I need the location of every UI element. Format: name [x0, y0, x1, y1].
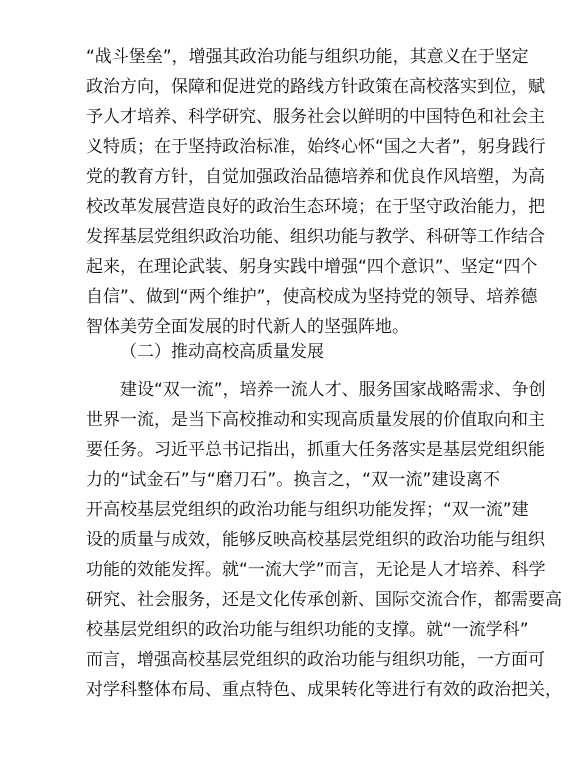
paragraph-line: 校基层党组织的政治功能与组织功能的支撑。就“一流学科”: [86, 620, 529, 640]
paragraph-line: 而言，增强高校基层党组织的政治功能与组织功能，一方面可: [86, 650, 545, 670]
paragraph-2: [86, 375, 562, 705]
paragraph-line: 研究、社会服务，还是文化传承创新、国际交流合作，都需要高: [86, 590, 562, 610]
paragraph-line: 智体美劳全面发展的时代新人的坚强阵地。: [86, 317, 409, 337]
paragraph-line: 开高校基层党组织的政治功能与组织功能发挥；“双一流”建: [86, 500, 529, 520]
paragraph-line: 建设“双一流”，培养一流人才、服务国家战略需求、争创: [120, 380, 546, 400]
paragraph-line: 党的教育方针，自觉加强政治品德培养和优良作风培塑，为高: [86, 167, 545, 187]
section-heading: （二）推动高校高质量发展: [120, 342, 324, 362]
paragraph-line: 义特质；在于坚持政治标准，始终心怀“国之大者”，躬身践行: [86, 137, 546, 157]
paragraph-line: 自信”、做到“两个维护”，使高校成为坚持党的领导、培养德: [86, 287, 538, 307]
paragraph-line: “战斗堡垒”，增强其政治功能与组织功能，其意义在于坚定: [86, 47, 529, 67]
paragraph-line: 起来，在理论武装、躬身实践中增强“四个意识”、坚定“四个: [86, 257, 538, 277]
paragraph-line: 功能的效能发挥。就“一流大学”而言，无论是人才培养、科学: [86, 560, 546, 580]
paragraph-line: 力的“试金石”与“磨刀石”。换言之，“双一流”建设离不: [86, 470, 500, 490]
paragraph-line: 要任务。习近平总书记指出，抓重大任务落实是基层党组织能: [86, 440, 545, 460]
paragraph-line: 设的质量与成效，能够反映高校基层党组织的政治功能与组织: [86, 530, 545, 550]
paragraph-line: 对学科整体布局、重点特色、成果转化等进行有效的政治把关，: [86, 680, 562, 700]
section-heading-block: [86, 337, 500, 367]
paragraph-1: [86, 42, 546, 342]
paragraph-line: 予人才培养、科学研究、服务社会以鲜明的中国特色和社会主: [86, 107, 545, 127]
paragraph-line: 发挥基层党组织政治功能、组织功能与教学、科研等工作结合: [86, 227, 545, 247]
paragraph-line: 校改革发展营造良好的政治生态环境；在于坚守政治能力，把: [86, 197, 545, 217]
paragraph-line: 世界一流，是当下高校推动和实现高质量发展的价值取向和主: [86, 410, 545, 430]
paragraph-line: 政治方向，保障和促进党的路线方针政策在高校落实到位，赋: [86, 77, 545, 97]
